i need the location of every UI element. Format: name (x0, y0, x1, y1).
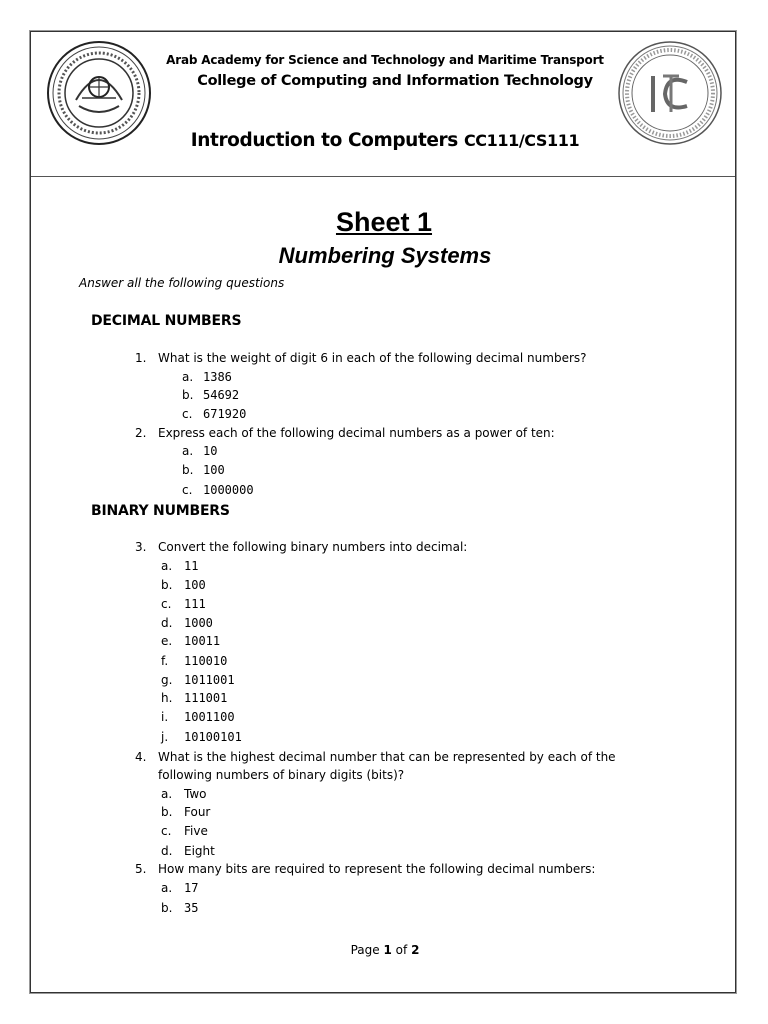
page-total: 2 (411, 943, 420, 957)
section-heading-decimal: DECIMAL NUMBERS (91, 313, 242, 329)
question-number: 5. (135, 862, 147, 876)
option-value: 1000 (184, 616, 213, 630)
course-name: Introduction to Computers (190, 130, 458, 151)
option-mark: g. (161, 673, 173, 687)
question-text: Express each of the following decimal numbers as a power of ten: (158, 426, 555, 440)
option-mark: e. (161, 634, 173, 648)
institution-name: Arab Academy for Science and Technology and Maritime Transport (166, 53, 604, 67)
option-value: 110010 (184, 654, 228, 668)
option-value: 10100101 (184, 730, 242, 744)
question-text: What is the highest decimal number that can be represented by each of the (158, 750, 616, 764)
option-mark: c. (182, 483, 193, 497)
option-value: 17 (184, 881, 199, 895)
option-value: 1011001 (184, 673, 235, 687)
option-mark: c. (161, 597, 172, 611)
option-mark: b. (161, 805, 173, 819)
option-mark: f. (161, 654, 169, 668)
instructions: Answer all the following questions (79, 276, 285, 290)
option-mark: a. (161, 787, 173, 801)
ccit-seal-icon (617, 40, 723, 146)
option-mark: b. (182, 388, 194, 402)
section-heading-binary: BINARY NUMBERS (91, 503, 230, 519)
option-mark: d. (161, 616, 173, 630)
option-mark: a. (161, 881, 173, 895)
option-mark: b. (161, 578, 173, 592)
option-mark: d. (161, 844, 173, 858)
sheet-subtitle: Numbering Systems (278, 243, 492, 268)
option-mark: b. (182, 463, 194, 477)
option-mark: a. (182, 370, 194, 384)
option-value: 1001100 (184, 710, 235, 724)
option-value: Five (184, 824, 208, 838)
option-value: 671920 (203, 407, 247, 421)
course-title (150, 130, 620, 151)
option-value: 35 (184, 901, 199, 915)
page-number: 1 (383, 943, 392, 957)
page-footer (0, 943, 768, 957)
option-value: Eight (184, 844, 215, 858)
option-value: 10011 (184, 634, 221, 648)
option-value: 1000000 (203, 483, 254, 497)
option-value: 100 (203, 463, 225, 477)
question-text: What is the weight of digit 6 in each of the following decimal numbers? (158, 351, 587, 365)
option-mark: b. (161, 901, 173, 915)
option-mark: h. (161, 691, 173, 705)
option-value: Two (184, 787, 207, 801)
page-word: Page (350, 943, 380, 957)
question-number: 1. (135, 351, 147, 365)
option-mark: i. (161, 710, 169, 724)
option-value: 11 (184, 559, 199, 573)
option-mark: a. (182, 444, 194, 458)
question-text: Convert the following binary numbers into decimal: (158, 540, 468, 554)
option-value: 111001 (184, 691, 228, 705)
question-text: How many bits are required to represent the following decimal numbers: (158, 862, 596, 876)
option-mark: c. (161, 824, 172, 838)
option-mark: c. (182, 407, 193, 421)
question-text: following numbers of binary digits (bits)? (158, 768, 405, 782)
option-value: 111 (184, 597, 206, 611)
college-name: College of Computing and Information Technology (197, 73, 593, 89)
question-number: 3. (135, 540, 147, 554)
course-code: CC111/CS111 (463, 131, 580, 150)
option-mark: j. (161, 730, 169, 744)
option-value: 10 (203, 444, 218, 458)
of-word: of (395, 943, 408, 957)
option-value: 100 (184, 578, 206, 592)
aast-seal-icon (46, 40, 152, 146)
question-number: 4. (135, 750, 147, 764)
option-mark: a. (161, 559, 173, 573)
sheet-title: Sheet 1 (335, 207, 433, 237)
question-number: 2. (135, 426, 147, 440)
option-value: Four (184, 805, 211, 819)
option-value: 1386 (203, 370, 232, 384)
option-value: 54692 (203, 388, 240, 402)
